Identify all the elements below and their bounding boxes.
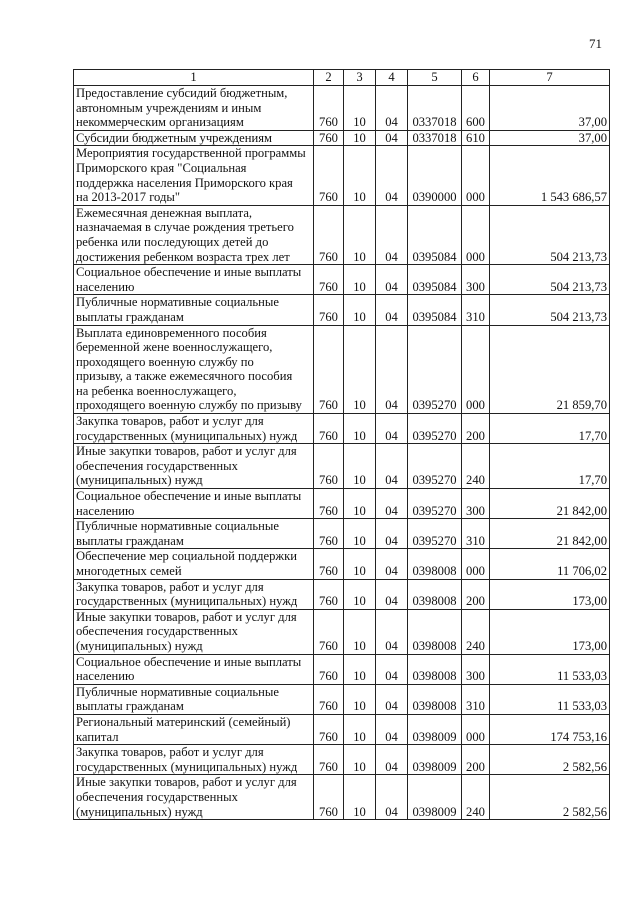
target-article-code: 0337018 (408, 86, 462, 131)
target-article-code: 0398008 (408, 609, 462, 654)
admin-code: 760 (314, 684, 344, 714)
admin-code: 760 (314, 714, 344, 744)
table-row (74, 654, 610, 684)
expense-type-code: 000 (462, 325, 490, 414)
admin-code: 760 (314, 745, 344, 775)
amount: 37,00 (490, 130, 610, 146)
subsection-code: 04 (376, 579, 408, 609)
header-row (74, 70, 610, 86)
expense-type-code: 310 (462, 684, 490, 714)
admin-code: 760 (314, 549, 344, 579)
target-article-code: 0398009 (408, 775, 462, 820)
target-article-code: 0398008 (408, 579, 462, 609)
section-code: 10 (344, 549, 376, 579)
row-name: Иные закупки товаров, работ и услуг для обеспечения государственных (муниципальных) нужд (74, 444, 314, 489)
table-row (74, 489, 610, 519)
subsection-code: 04 (376, 609, 408, 654)
admin-code: 760 (314, 444, 344, 489)
table-row (74, 146, 610, 205)
row-name: Региональный материнский (семейный) капитал (74, 714, 314, 744)
table-row (74, 775, 610, 820)
subsection-code: 04 (376, 684, 408, 714)
expense-type-code: 300 (462, 265, 490, 295)
section-code: 10 (344, 295, 376, 325)
amount: 504 213,73 (490, 265, 610, 295)
table-row (74, 325, 610, 414)
section-code: 10 (344, 146, 376, 205)
section-code: 10 (344, 130, 376, 146)
section-code: 10 (344, 325, 376, 414)
table-row (74, 579, 610, 609)
admin-code: 760 (314, 654, 344, 684)
section-code: 10 (344, 205, 376, 264)
target-article-code: 0395270 (408, 444, 462, 489)
expense-type-code: 300 (462, 654, 490, 684)
expense-type-code: 310 (462, 295, 490, 325)
table-row (74, 444, 610, 489)
section-code: 10 (344, 414, 376, 444)
row-name: Иные закупки товаров, работ и услуг для обеспечения государственных (муниципальных) нужд (74, 609, 314, 654)
table-row (74, 609, 610, 654)
expense-type-code: 000 (462, 146, 490, 205)
page-number: 71 (589, 36, 602, 51)
amount: 504 213,73 (490, 205, 610, 264)
target-article-code: 0395084 (408, 295, 462, 325)
admin-code: 760 (314, 325, 344, 414)
subsection-code: 04 (376, 519, 408, 549)
table-row (74, 130, 610, 146)
row-name: Социальное обеспечение и иные выплаты населению (74, 265, 314, 295)
section-code: 10 (344, 654, 376, 684)
amount: 1 543 686,57 (490, 146, 610, 205)
header-col-4: 4 (376, 70, 408, 86)
header-col-7: 7 (490, 70, 610, 86)
admin-code: 760 (314, 609, 344, 654)
admin-code: 760 (314, 146, 344, 205)
subsection-code: 04 (376, 414, 408, 444)
amount: 17,70 (490, 414, 610, 444)
row-name: Закупка товаров, работ и услуг для государственных (муниципальных) нужд (74, 745, 314, 775)
table-row (74, 519, 610, 549)
target-article-code: 0395270 (408, 489, 462, 519)
section-code: 10 (344, 714, 376, 744)
header-col-6: 6 (462, 70, 490, 86)
admin-code: 760 (314, 86, 344, 131)
table-row (74, 295, 610, 325)
row-name: Публичные нормативные социальные выплаты гражданам (74, 295, 314, 325)
amount: 17,70 (490, 444, 610, 489)
row-name: Выплата единовременного пособия беременной жене военнослужащего, проходящего военную службу по призыву, а также ежемесячного пособия на ребенка военнослужащего, проходящего военную службу по призыву (74, 325, 314, 414)
section-code: 10 (344, 684, 376, 714)
table-row (74, 86, 610, 131)
subsection-code: 04 (376, 295, 408, 325)
amount: 173,00 (490, 579, 610, 609)
amount: 21 859,70 (490, 325, 610, 414)
amount: 174 753,16 (490, 714, 610, 744)
expense-type-code: 600 (462, 86, 490, 131)
expense-type-code: 310 (462, 519, 490, 549)
table-row (74, 414, 610, 444)
amount: 11 533,03 (490, 684, 610, 714)
row-name: Ежемесячная денежная выплата, назначаемая в случае рождения третьего ребенка или последующих детей до достижения ребенком возраста трех лет (74, 205, 314, 264)
budget-table (73, 69, 610, 820)
section-code: 10 (344, 745, 376, 775)
row-name: Закупка товаров, работ и услуг для государственных (муниципальных) нужд (74, 579, 314, 609)
subsection-code: 04 (376, 549, 408, 579)
section-code: 10 (344, 265, 376, 295)
subsection-code: 04 (376, 654, 408, 684)
expense-type-code: 200 (462, 745, 490, 775)
subsection-code: 04 (376, 146, 408, 205)
subsection-code: 04 (376, 205, 408, 264)
section-code: 10 (344, 579, 376, 609)
row-name: Публичные нормативные социальные выплаты гражданам (74, 519, 314, 549)
target-article-code: 0398009 (408, 745, 462, 775)
subsection-code: 04 (376, 745, 408, 775)
admin-code: 760 (314, 265, 344, 295)
row-name: Социальное обеспечение и иные выплаты населению (74, 654, 314, 684)
row-name: Субсидии бюджетным учреждениям (74, 130, 314, 146)
expense-type-code: 240 (462, 775, 490, 820)
admin-code: 760 (314, 579, 344, 609)
expense-type-code: 240 (462, 609, 490, 654)
subsection-code: 04 (376, 489, 408, 519)
table-row (74, 714, 610, 744)
amount: 37,00 (490, 86, 610, 131)
admin-code: 760 (314, 130, 344, 146)
admin-code: 760 (314, 775, 344, 820)
amount: 21 842,00 (490, 519, 610, 549)
header-col-2: 2 (314, 70, 344, 86)
subsection-code: 04 (376, 86, 408, 131)
subsection-code: 04 (376, 775, 408, 820)
expense-type-code: 200 (462, 414, 490, 444)
admin-code: 760 (314, 489, 344, 519)
subsection-code: 04 (376, 714, 408, 744)
expense-type-code: 000 (462, 714, 490, 744)
admin-code: 760 (314, 414, 344, 444)
row-name: Обеспечение мер социальной поддержки многодетных семей (74, 549, 314, 579)
subsection-code: 04 (376, 444, 408, 489)
admin-code: 760 (314, 205, 344, 264)
subsection-code: 04 (376, 130, 408, 146)
target-article-code: 0395270 (408, 519, 462, 549)
target-article-code: 0390000 (408, 146, 462, 205)
amount: 11 706,02 (490, 549, 610, 579)
target-article-code: 0337018 (408, 130, 462, 146)
expense-type-code: 610 (462, 130, 490, 146)
row-name: Публичные нормативные социальные выплаты гражданам (74, 684, 314, 714)
row-name: Предоставление субсидий бюджетным, автономным учреждениям и иным некоммерческим организациям (74, 86, 314, 131)
expense-type-code: 300 (462, 489, 490, 519)
row-name: Иные закупки товаров, работ и услуг для обеспечения государственных (муниципальных) нужд (74, 775, 314, 820)
target-article-code: 0398008 (408, 654, 462, 684)
table-row (74, 549, 610, 579)
section-code: 10 (344, 519, 376, 549)
expense-type-code: 000 (462, 205, 490, 264)
section-code: 10 (344, 775, 376, 820)
subsection-code: 04 (376, 325, 408, 414)
table-row (74, 745, 610, 775)
target-article-code: 0398009 (408, 714, 462, 744)
section-code: 10 (344, 489, 376, 519)
section-code: 10 (344, 609, 376, 654)
target-article-code: 0395084 (408, 205, 462, 264)
target-article-code: 0398008 (408, 684, 462, 714)
row-name: Социальное обеспечение и иные выплаты населению (74, 489, 314, 519)
table-row (74, 684, 610, 714)
expense-type-code: 200 (462, 579, 490, 609)
table-header (74, 70, 610, 86)
admin-code: 760 (314, 295, 344, 325)
section-code: 10 (344, 86, 376, 131)
target-article-code: 0395270 (408, 325, 462, 414)
row-name: Закупка товаров, работ и услуг для государственных (муниципальных) нужд (74, 414, 314, 444)
target-article-code: 0395270 (408, 414, 462, 444)
table-row (74, 265, 610, 295)
expense-type-code: 000 (462, 549, 490, 579)
subsection-code: 04 (376, 265, 408, 295)
table-body (74, 86, 610, 820)
table-row (74, 205, 610, 264)
section-code: 10 (344, 444, 376, 489)
amount: 504 213,73 (490, 295, 610, 325)
row-name: Мероприятия государственной программы Приморского края "Социальная поддержка населения Приморского края на 2013-2017 годы" (74, 146, 314, 205)
amount: 21 842,00 (490, 489, 610, 519)
amount: 2 582,56 (490, 745, 610, 775)
target-article-code: 0398008 (408, 549, 462, 579)
header-col-3: 3 (344, 70, 376, 86)
header-col-1: 1 (74, 70, 314, 86)
header-col-5: 5 (408, 70, 462, 86)
amount: 11 533,03 (490, 654, 610, 684)
expense-type-code: 240 (462, 444, 490, 489)
amount: 173,00 (490, 609, 610, 654)
amount: 2 582,56 (490, 775, 610, 820)
admin-code: 760 (314, 519, 344, 549)
target-article-code: 0395084 (408, 265, 462, 295)
